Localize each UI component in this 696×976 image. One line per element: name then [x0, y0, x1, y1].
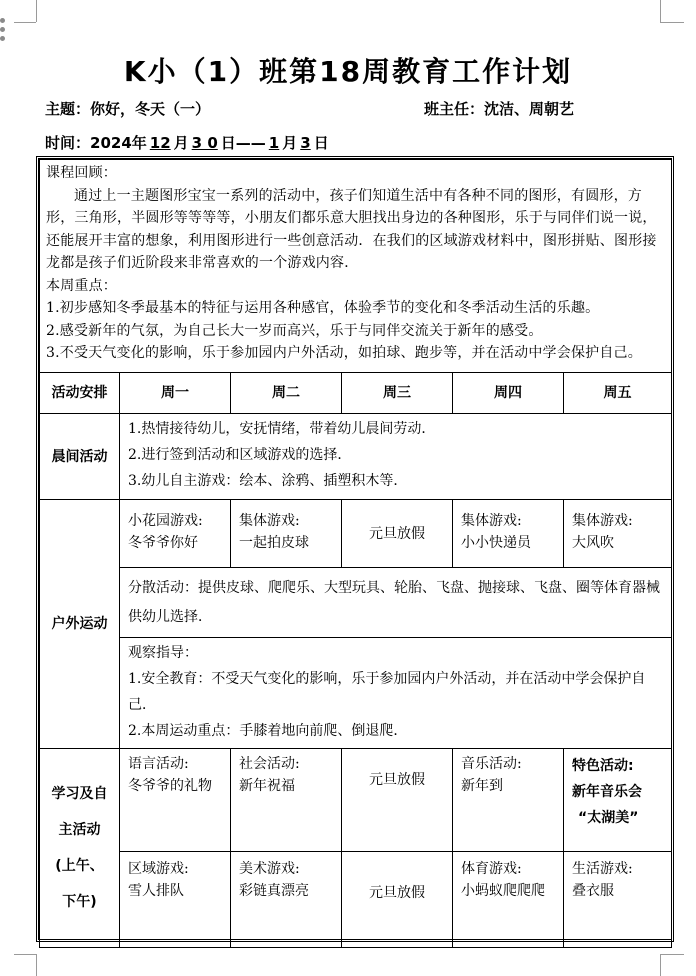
- activity-type: 语言活动:: [128, 756, 189, 772]
- activity-name: 新年祝福: [239, 778, 295, 794]
- activity-type: 音乐活动:: [461, 756, 522, 772]
- study-activity: [231, 749, 342, 852]
- day-header: 周四: [453, 373, 564, 414]
- game-name: 大风吹: [572, 535, 614, 551]
- activity-type: 美术游戏:: [239, 861, 300, 877]
- game-name: 小小快递员: [461, 535, 531, 551]
- game-type: 集体游戏:: [572, 513, 633, 529]
- day-unit: 日: [220, 134, 236, 152]
- activity-extra: “太湖美”: [578, 810, 639, 826]
- activity-name: 彩链真漂亮: [239, 883, 309, 899]
- activity-type: 区域游戏:: [128, 861, 189, 877]
- crop-mark: [36, 954, 37, 976]
- focus-item: 3.不受天气变化的影响，乐于参加园内户外活动，如拍球、跑步等，并在活动中学会保护自己。: [46, 345, 642, 361]
- crop-mark: [14, 954, 36, 955]
- outdoor-game: [231, 500, 342, 568]
- focus-item: 2.感受新年的气氛，为自己长大一岁而高兴，乐于与同伴交流关于新年的感受。: [46, 322, 543, 339]
- review-body: 通过上一主题图形宝宝一系列的活动中，孩子们知道生活中有各种不同的图形，有圆形，方形，三角形，半圆形等等等等，小朋友们都乐意大胆找出身边的各种图形，乐于与同伴们说一说，还能展开丰富的想象，利用图形进行一些创意活动．在我们的区域游戏材料中，图形拼贴、图形接龙都是孩子们近阶段来非常喜欢的一个游戏内容．: [46, 187, 657, 271]
- activity-name: 小蚂蚁爬爬爬: [461, 883, 545, 899]
- plan-table: [39, 159, 672, 948]
- activity-name: 冬爷爷的礼物: [128, 778, 212, 794]
- morning-item: 1.热情接待幼儿，安抚情绪，带着幼儿晨间劳动．: [128, 421, 436, 437]
- study-activity-featured: [564, 749, 672, 852]
- morning-item: 2.进行签到活动和区域游戏的选择．: [128, 447, 352, 463]
- study-row-2: [40, 852, 672, 948]
- day-header: 周三: [342, 373, 453, 414]
- end-day: 3: [300, 134, 311, 152]
- review-row: [40, 160, 672, 373]
- guide-cell: [120, 638, 672, 749]
- crop-mark: [660, 954, 661, 976]
- start-day: 3 0: [191, 134, 218, 152]
- outdoor-holiday: 元旦放假: [342, 500, 453, 568]
- day-header: 周一: [120, 373, 231, 414]
- study-row-1: [40, 749, 672, 852]
- crop-mark: [660, 0, 661, 22]
- study-activity: [120, 852, 231, 948]
- morning-cell: [120, 414, 672, 500]
- morning-item: 3.幼儿自主游戏：绘本、涂鸦、插塑积木等．: [128, 473, 408, 489]
- morning-row: [40, 414, 672, 500]
- date-dash: ——: [235, 134, 266, 152]
- guide-heading: 观察指导：: [128, 645, 198, 661]
- guide-item: 1.安全教育：不受天气变化的影响，乐于参加园内户外活动，并在活动中学会保护自己．: [128, 671, 646, 713]
- plan-frame: [36, 156, 674, 942]
- game-name: 冬爷爷你好: [128, 535, 198, 551]
- game-type: 集体游戏:: [239, 513, 300, 529]
- activity-type: 体育游戏:: [461, 861, 522, 877]
- header-row: [40, 373, 672, 414]
- page-title: K小（1）班第18周教育工作计划: [123, 55, 573, 88]
- theme-label: 主题：: [45, 100, 91, 118]
- time-label: 时间：: [45, 134, 91, 152]
- outdoor-label: 户外运动: [40, 500, 120, 749]
- study-activity: [564, 852, 672, 948]
- study-holiday: 元旦放假: [342, 852, 453, 948]
- game-name: 一起拍皮球: [239, 535, 309, 551]
- teacher-line: [424, 98, 574, 119]
- focus-heading: 本周重点：: [46, 277, 117, 294]
- outdoor-game: [120, 500, 231, 568]
- outdoor-scatter-row: [40, 568, 672, 638]
- year: 2024: [90, 134, 132, 152]
- crop-mark: [36, 0, 37, 22]
- study-activity: [120, 749, 231, 852]
- day-header: 周五: [564, 373, 672, 414]
- crop-mark: [660, 954, 684, 955]
- activity-name: 叠衣服: [572, 883, 614, 899]
- start-month: 12: [149, 134, 171, 152]
- teacher-value: 沈洁、周朝艺: [484, 100, 575, 118]
- study-label-line: 下午): [62, 894, 97, 910]
- outdoor-game: [453, 500, 564, 568]
- study-holiday: 元旦放假: [342, 749, 453, 852]
- activity-name: 雪人排队: [128, 883, 184, 899]
- guide-item: 2.本周运动重点：手膝着地向前爬、倒退爬．: [128, 723, 408, 739]
- activity-name: 新年音乐会: [572, 784, 642, 800]
- theme-line: [45, 98, 210, 119]
- corner-header: 活动安排: [40, 373, 120, 414]
- game-type: 集体游戏:: [461, 513, 522, 529]
- study-activity: [453, 852, 564, 948]
- activity-type: 生活游戏:: [572, 861, 633, 877]
- day-header: 周二: [231, 373, 342, 414]
- activity-type: 社会活动:: [239, 756, 300, 772]
- morning-label: 晨间活动: [40, 414, 120, 500]
- outdoor-games-row: [40, 500, 672, 568]
- activity-name: 新年到: [461, 778, 503, 794]
- focus-item: 1.初步感知冬季最基本的特征与运用各种感官，体验季节的变化和冬季活动生活的乐趣。: [46, 300, 600, 316]
- outdoor-game: [564, 500, 672, 568]
- activity-type: 特色活动:: [572, 758, 634, 774]
- study-label-line: (上午、: [55, 858, 104, 874]
- time-line: [45, 132, 329, 153]
- crop-mark: [14, 22, 36, 23]
- study-activity: [453, 749, 564, 852]
- crop-mark: [660, 22, 684, 23]
- end-month: 1: [268, 134, 280, 152]
- day-unit: 日: [313, 134, 329, 152]
- study-label-line: 主活动: [58, 822, 101, 838]
- drag-handle-icon[interactable]: [0, 18, 6, 45]
- game-type: 小花园游戏:: [128, 513, 203, 529]
- review-heading: 课程回顾：: [46, 165, 117, 181]
- study-label: [40, 749, 120, 948]
- review-cell: [40, 160, 672, 373]
- year-unit: 年: [131, 134, 147, 152]
- outdoor-guide-row: [40, 638, 672, 749]
- theme-value: 你好，冬天（一）: [90, 100, 211, 118]
- month-unit: 月: [282, 134, 298, 152]
- study-activity: [231, 852, 342, 948]
- month-unit: 月: [173, 134, 189, 152]
- scatter-cell: 分散活动：提供皮球、爬爬乐、大型玩具、轮胎、飞盘、抛接球、飞盘、圈等体育器械供幼儿选择．: [120, 568, 672, 638]
- study-label-line: 学习及自: [51, 786, 108, 802]
- teacher-label: 班主任：: [424, 100, 485, 118]
